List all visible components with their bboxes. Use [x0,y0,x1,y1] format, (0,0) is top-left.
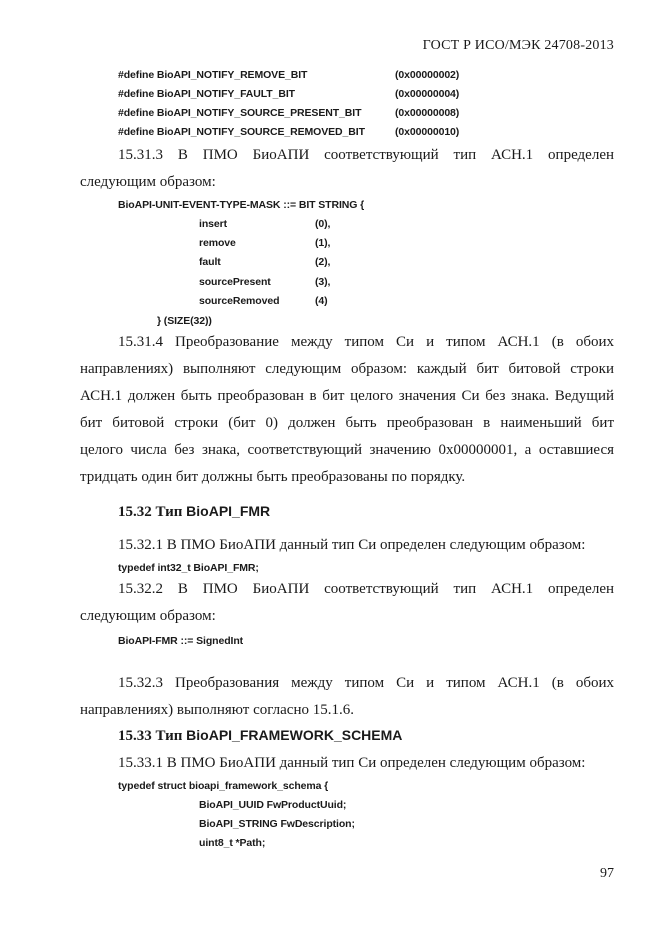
struct-field: BioAPI_UUID FwProductUuid; [199,799,347,811]
asn-item-value: (3), [315,276,331,288]
page-number: 97 [600,866,614,881]
define-name: #define BioAPI_NOTIFY_SOURCE_PRESENT_BIT [118,107,362,119]
define-name: #define BioAPI_NOTIFY_REMOVE_BIT [118,69,308,81]
paragraph-15-33-1: 15.33.1 В ПМО БиоАПИ данный тип Си определен следующим образом: [118,755,586,771]
define-name: #define BioAPI_NOTIFY_SOURCE_REMOVED_BIT [118,126,365,138]
paragraph-15-32-2-line: следующим образом: [80,608,216,624]
struct-head: typedef struct bioapi_framework_schema { [118,780,329,792]
define-name: #define BioAPI_NOTIFY_FAULT_BIT [118,88,295,100]
section-type-name: BioAPI_FRAMEWORK_SCHEMA [186,727,403,743]
asn-item-name: sourcePresent [199,276,271,288]
define-value: (0x00000004) [395,88,460,100]
asn-item-name: sourceRemoved [199,295,280,307]
section-number: 15.33 Тип [118,728,183,744]
paragraph-15-31-4-line: бит битовой строки (бит 0) должен быть преобразован в наименьший бит [80,415,614,431]
section-number: 15.32 Тип [118,504,183,520]
asn-definition-head: BioAPI-UNIT-EVENT-TYPE-MASK ::= BIT STRING { [118,199,365,211]
struct-field: uint8_t *Path; [199,837,266,849]
paragraph-15-31-4-line: 15.31.4 Преобразование между типом Си и типом АСН.1 (в обоих [118,334,614,350]
typedef-fmr: typedef int32_t BioAPI_FMR; [118,562,259,574]
struct-field: BioAPI_STRING FwDescription; [199,818,355,830]
define-value: (0x00000010) [395,126,460,138]
asn-item-name: remove [199,237,236,249]
define-value: (0x00000008) [395,107,460,119]
paragraph-15-31-4-line: АСН.1 должен быть преобразован в бит целого значения Си без знака. Ведущий [80,388,614,404]
paragraph-15-32-3-line: 15.32.3 Преобразования между типом Си и типом АСН.1 (в обоих [118,675,614,691]
running-header: ГОСТ Р ИСО/МЭК 24708-2013 [422,38,614,53]
paragraph-15-31-4-line: тридцать один бит должны быть преобразованы по порядку. [80,469,466,485]
section-heading-15-33 [118,727,402,745]
asn-item-value: (2), [315,256,331,268]
asn-item-name: insert [199,218,227,230]
section-type-name: BioAPI_FMR [186,503,271,519]
paragraph-15-31-3-line: 15.31.3 В ПМО БиоАПИ соответствующий тип АСН.1 определен [118,147,614,163]
asn-fmr-definition: BioAPI-FMR ::= SignedInt [118,635,244,647]
paragraph-15-32-2-line: 15.32.2 В ПМО БиоАПИ соответствующий тип АСН.1 определен [118,581,614,597]
asn-item-value: (0), [315,218,331,230]
asn-item-value: (1), [315,237,331,249]
paragraph-15-31-4-line: целого числа без знака, соответствующий значению 0x00000001, а оставшиеся [80,442,614,458]
paragraph-15-31-4-line: направлениях) выполняют следующим образом: каждый бит битовой строки [80,361,614,377]
asn-item-value: (4) [315,295,328,307]
paragraph-15-32-3-line: направлениях) выполняют согласно 15.1.6. [80,702,354,718]
paragraph-15-31-3-line: следующим образом: [80,174,216,190]
asn-item-name: fault [199,256,221,268]
paragraph-15-32-1: 15.32.1 В ПМО БиоАПИ данный тип Си определен следующим образом: [118,537,586,553]
asn-definition-tail: } (SIZE(32)) [157,315,212,327]
section-heading-15-32 [118,503,270,521]
define-value: (0x00000002) [395,69,460,81]
